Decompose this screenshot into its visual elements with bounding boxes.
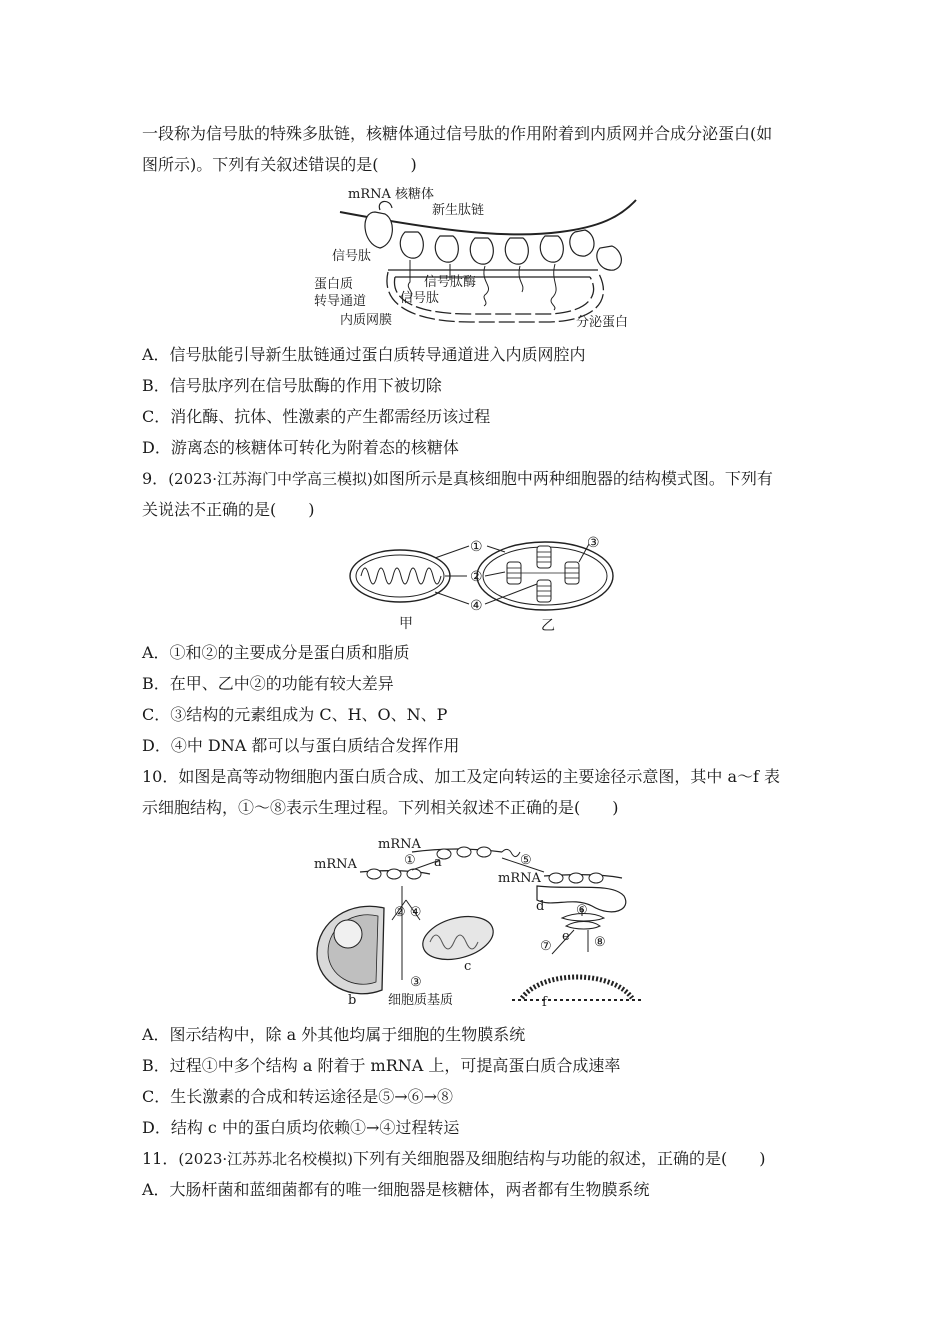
q9-option-a: A．①和②的主要成分是蛋白质和脂质 [142,643,410,662]
q8-option-d: D．游离态的核糖体可转化为附着态的核糖体 [142,438,459,457]
q9-source: (2023·江苏海门中学高三模拟) [168,470,373,488]
label-mrna-left: mRNA [314,857,357,872]
q10-option-b: B．过程①中多个结构 a 附着于 mRNA 上，可提高蛋白质合成速率 [142,1056,621,1075]
label-signal-peptidase: 信号肽酶 [424,275,477,290]
q10-option-a: A．图示结构中，除 a 外其他均属于细胞的生物膜系统 [142,1025,526,1044]
label-process-1: ① [404,853,416,868]
label-circle-4: ④ [470,598,483,614]
label-secretory-protein: 分泌蛋白 [576,315,629,330]
q10-option-d: D．结构 c 中的蛋白质均依赖①→④过程转运 [142,1118,460,1137]
label-c: c [464,959,472,974]
q9-option-b: B．在甲、乙中②的功能有较大差异 [142,674,394,693]
q11-number: 11． [142,1149,179,1168]
q10-option-c: C．生长激素的合成和转运途径是⑤→⑥→⑧ [142,1087,454,1106]
signal-peptide-figure [300,182,650,332]
label-process-8: ⑧ [594,935,606,950]
label-f: f [542,995,547,1010]
label-process-3: ③ [410,975,422,990]
q8-option-a: A．信号肽能引导新生肽链通过蛋白质转导通道进入内质网腔内 [142,345,586,364]
protein-pathway-figure [312,830,642,1010]
label-b: b [348,993,357,1008]
label-circle-2: ② [470,569,483,585]
label-circle-3: ③ [587,535,600,551]
label-yi: 乙 [541,618,555,634]
q10-stem-line2: 示细胞结构，①～⑧表示生理过程。下列相关叙述不正确的是( ) [142,798,619,817]
label-mrna-ribosome: mRNA 核糖体 [348,187,435,202]
q9-option-c: C．③结构的元素组成为 C、H、O、N、P [142,705,448,724]
label-er-membrane: 内质网膜 [340,313,393,328]
q9-stem-line1 [142,469,773,489]
label-cytoplasm: 细胞质基质 [388,993,454,1008]
q9-option-d: D．④中 DNA 都可以与蛋白质结合发挥作用 [142,736,460,755]
q8-stem-line1: 一段称为信号肽的特殊多肽链，核糖体通过信号肽的作用附着到内质网并合成分泌蛋白(如 [142,124,773,143]
q11-stem [142,1149,766,1169]
label-e: e [562,929,570,944]
label-d: d [536,899,545,914]
q8-option-c: C．消化酶、抗体、性激素的产生都需经历该过程 [142,407,491,426]
organelle-figure [345,532,615,634]
label-circle-1: ① [470,539,483,555]
label-process-7: ⑦ [540,939,552,954]
bound-ribosomes [400,230,621,270]
label-process-6: ⑥ [576,903,588,918]
label-mrna-right: mRNA [498,871,541,886]
label-process-5: ⑤ [520,853,532,868]
label-protein: 蛋白质 [314,277,354,292]
q11-source: (2023·江苏苏北名校模拟) [178,1150,354,1168]
q8-option-b: B．信号肽序列在信号肽酶的作用下被切除 [142,376,442,395]
free-ribosome-large [365,212,392,248]
q9-stem-line2: 关说法不正确的是( ) [142,500,315,519]
label-signal-peptide-2: 信号肽 [400,291,440,306]
label-mrna-top: mRNA [378,837,421,852]
label-jia: 甲 [399,616,413,632]
q9-number: 9． [142,469,169,488]
q8-stem-line2: 图所示)。下列有关叙述错误的是( ) [142,155,417,174]
label-process-2-4: ② ④ [394,905,422,920]
label-new-peptide: 新生肽链 [432,203,485,218]
label-a: a [434,855,442,870]
label-signal-peptide: 信号肽 [332,249,372,264]
q11-option-a: A．大肠杆菌和蓝细菌都有的唯一细胞器是核糖体，两者都有生物膜系统 [142,1180,650,1199]
q9-stem-rest: 如图所示是真核细胞中两种细胞器的结构模式图。下列有 [372,469,773,488]
q10-stem-line1: 10．如图是高等动物细胞内蛋白质合成、加工及定向转运的主要途径示意图，其中 a～f 表 [142,767,780,786]
q11-stem-rest: 下列有关细胞器及细胞结构与功能的叙述，正确的是( ) [353,1149,766,1168]
label-channel: 转导通道 [314,294,367,309]
